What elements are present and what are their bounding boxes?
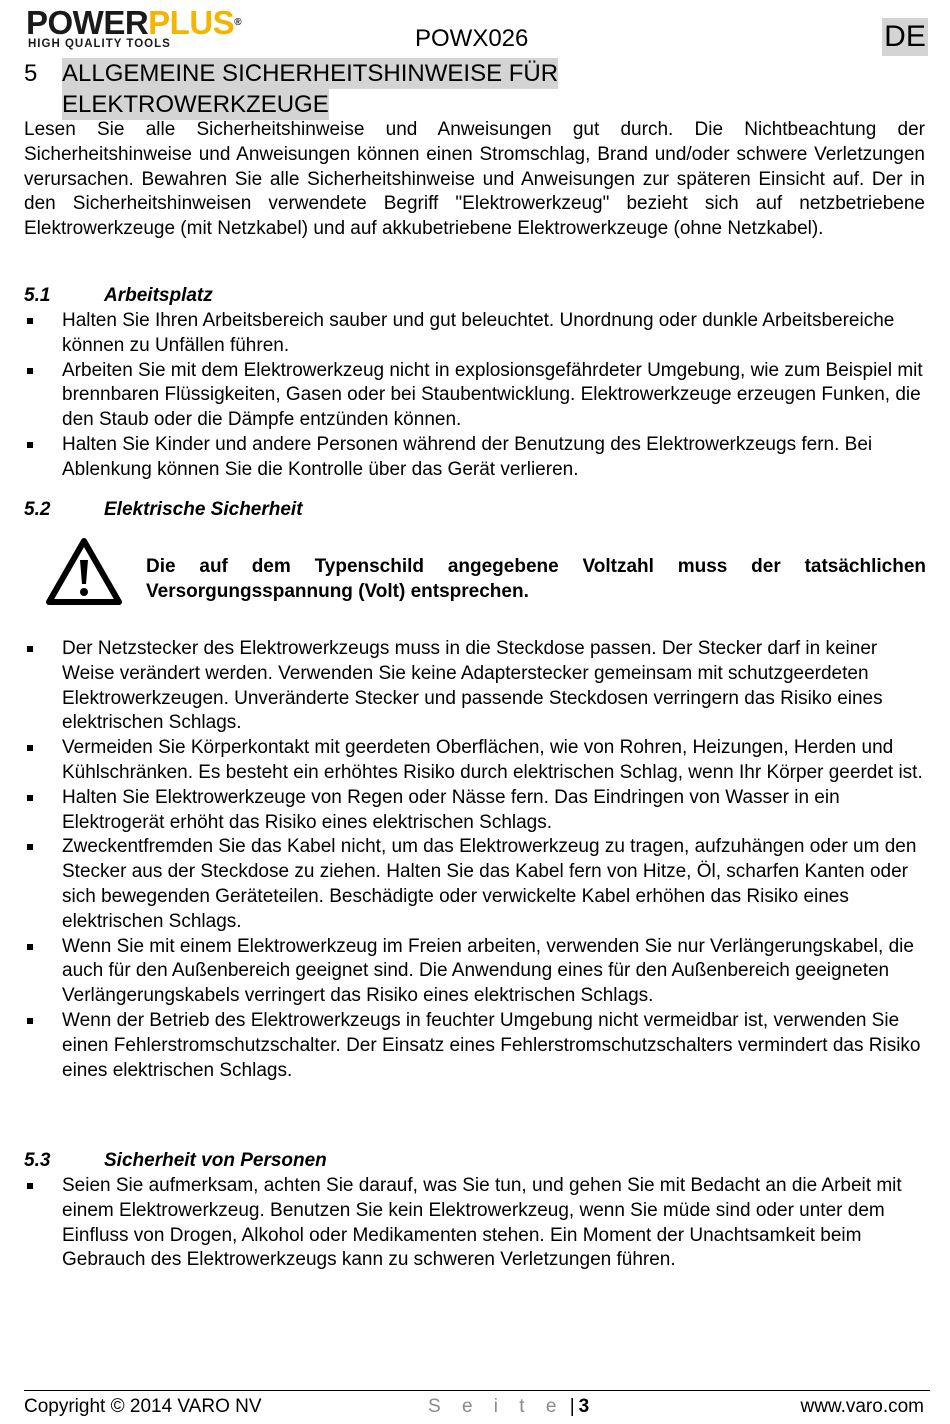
subsection-title: Arbeitsplatz [104,285,213,306]
page-label: S e i t e [428,1396,565,1417]
subsection-title: Elektrische Sicherheit [104,499,303,520]
section-5-1-list [24,309,925,483]
footer-page [428,1395,589,1419]
subsection-title: Sicherheit von Personen [104,1150,327,1171]
list-item: Vermeiden Sie Körperkontakt mit geerdeten Oberflächen, wie von Rohren, Heizungen, Herden und Kühlschränken. Es besteht ein erhöhtes Risiko durch elektrischen Schlag, wenn Ihr Körper geerdet ist. [24,736,925,786]
model-number: POWX026 [415,25,529,52]
list-item: Arbeiten Sie mit dem Elektrowerkzeug nicht in explosionsgefährdeter Umgebung, wie zum Beispiel mit brennbaren Flüssigkeiten, Gasen oder bei Staubentwicklung. Elektrowerkzeuge erzeugen Funken, die den Staub oder die Dämpfe entzünden können. [24,359,925,433]
section-title-line1: ALLGEMEINE SICHERHEITSHINWEISE FÜR [62,60,559,87]
list-item: Halten Sie Elektrowerkzeuge von Regen oder Nässe fern. Das Eindringen von Wasser in ein Elektrogerät erhöht das Risiko eines elektrischen Schlags. [24,786,925,836]
powerplus-logo [26,6,296,52]
list-item: Zweckentfremden Sie das Kabel nicht, um das Elektrowerkzeug zu tragen, aufzuhängen oder um den Stecker aus der Steckdose zu ziehen. Halten Sie das Kabel fern von Hitze, Öl, scharfen Kanten oder sich bewegenden Geräteteilen. Beschädigte oder verwickelte Kabel erhöhen das Risiko eines elektrischen Schlags. [24,835,925,934]
page-number: 3 [578,1396,590,1417]
section-5-1-heading [24,284,213,308]
warning-triangle-icon [44,536,124,608]
list-item: Halten Sie Kinder und andere Personen während der Benutzung des Elektrowerkzeugs fern. Bei Ablenkung können Sie die Kontrolle über das Gerät verlieren. [24,433,925,483]
footer-url[interactable]: www.varo.com [800,1396,924,1417]
footer-copyright: Copyright © 2014 VARO NV [24,1396,262,1417]
logo-wordmark: POWERPLUS® [26,4,242,41]
footer-divider [24,1390,930,1391]
language-badge: DE [882,18,928,56]
logo-tagline: HIGH QUALITY TOOLS [28,38,171,50]
voltage-warning: Die auf dem Typenschild angegebene Voltzahl muss der tatsächlichen Versorgungsspannung (Volt) entsprechen. [146,556,926,602]
list-item: Seien Sie aufmerksam, achten Sie darauf, was Sie tun, und gehen Sie mit Bedacht an die Arbeit mit einem Elektrowerkzeug. Benutzen Sie kein Elektrowerkzeug, wenn Sie müde sind oder unter dem Einfluss von Drogen, Alkohol oder Medikamenten stehen. Ein Moment der Unachtsamkeit beim Gebrauch des Elektrowerkzeugs kann zu schweren Verletzungen führen. [24,1174,925,1273]
section-5-intro: Lesen Sie alle Sicherheitshinweise und Anweisungen gut durch. Die Nichtbeachtung der Sicherheitshinweise und Anweisungen können einen Stromschlag, Brand und/oder schwere Verletzungen verursachen. Bewahren Sie alle Sicherheitshinweise und Anweisungen zur späteren Einsicht auf. Der in den Sicherheitshinweisen verwendete Begriff "Elektrowerkzeug" bezieht sich auf netzbetriebene Elektrowerkzeuge (mit Netzkabel) und auf akkubetriebene Elektrowerkzeuge (ohne Netzkabel). [24,119,925,240]
list-item: Wenn der Betrieb des Elektrowerkzeugs in feuchter Umgebung nicht vermeidbar ist, verwenden Sie einen Fehlerstromschutzschalter. Der Einsatz eines Fehlerstromschutzschalters vermindert das Risiko eines elektrischen Schlags. [24,1009,925,1083]
section-5-2-heading [24,498,303,522]
section-title-line2: ELEKTROWERKZEUGE [62,91,329,118]
section-5-3-list [24,1174,925,1273]
subsection-number: 5.3 [24,1150,51,1171]
subsection-number: 5.2 [24,499,51,520]
page-separator: | [569,1396,575,1417]
section-number: 5 [24,60,38,87]
section-5-3-heading [24,1149,327,1173]
section-5-2-list [24,637,925,1083]
list-item: Der Netzstecker des Elektrowerkzeugs muss in die Steckdose passen. Der Stecker darf in keiner Weise verändert werden. Verwenden Sie keine Adapterstecker gemeinsam mit schutzgeerdeten Elektrowerkzeugen. Unveränderte Stecker und passende Steckdosen verringern das Risiko eines elektrischen Schlags. [24,637,925,736]
subsection-number: 5.1 [24,285,51,306]
list-item: Halten Sie Ihren Arbeitsbereich sauber und gut beleuchtet. Unordnung oder dunkle Arbeitsbereiche können zu Unfällen führen. [24,309,925,359]
list-item: Wenn Sie mit einem Elektrowerkzeug im Freien arbeiten, verwenden Sie nur Verlängerungskabel, die auch für den Außenbereich geeignet sind. Die Anwendung eines für den Außenbereich geeigneten Verlängerungskabels verringert das Risiko eines elektrischen Schlags. [24,935,925,1009]
